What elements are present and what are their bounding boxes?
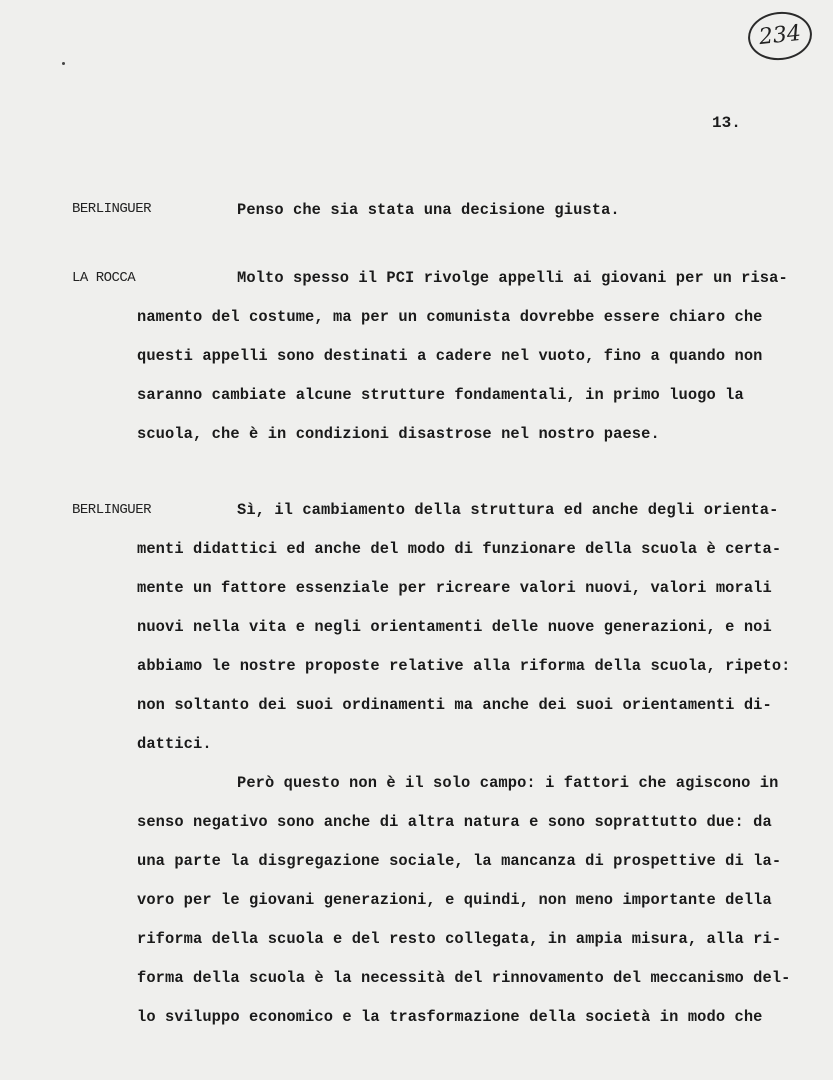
text-line: lo sviluppo economico e la trasformazione della società in modo che	[137, 1008, 763, 1026]
text-line: Sì, il cambiamento della struttura ed anche degli orienta-	[237, 501, 779, 519]
text-line: questi appelli sono destinati a cadere nel vuoto, fino a quando non	[137, 347, 763, 365]
text-line: nuovi nella vita e negli orientamenti delle nuove generazioni, e noi	[137, 618, 772, 636]
text-line: dattici.	[137, 735, 212, 753]
text-line: namento del costume, ma per un comunista dovrebbe essere chiaro che	[137, 308, 763, 326]
text-line: mente un fattore essenziale per ricreare valori nuovi, valori morali	[137, 579, 772, 597]
text-line: forma della scuola è la necessità del rinnovamento del meccanismo del-	[137, 969, 791, 987]
text-line: non soltanto dei suoi ordinamenti ma anche dei suoi orientamenti di-	[137, 696, 772, 714]
text-line: abbiamo le nostre proposte relative alla riforma della scuola, ripeto:	[137, 657, 791, 675]
archive-number-stamp: 234	[746, 9, 815, 63]
text-line: voro per le giovani generazioni, e quindi, non meno importante della	[137, 891, 772, 909]
speaker-label: BERLINGUER	[72, 201, 152, 217]
text-line: Però questo non è il solo campo: i fattori che agiscono in	[237, 774, 779, 792]
speaker-label: LA ROCCA	[72, 270, 136, 286]
text-line: una parte la disgregazione sociale, la mancanza di prospettive di la-	[137, 852, 782, 870]
text-line: Penso che sia stata una decisione giusta.	[237, 201, 620, 219]
paper-speck	[62, 62, 65, 65]
text-line: Molto spesso il PCI rivolge appelli ai giovani per un risa-	[237, 269, 788, 287]
text-line: riforma della scuola e del resto collegata, in ampia misura, alla ri-	[137, 930, 782, 948]
text-line: scuola, che è in condizioni disastrose nel nostro paese.	[137, 425, 660, 443]
text-line: saranno cambiate alcune strutture fondamentali, in primo luogo la	[137, 386, 744, 404]
speaker-label: BERLINGUER	[72, 502, 152, 518]
text-line: menti didattici ed anche del modo di funzionare della scuola è certa-	[137, 540, 782, 558]
text-line: senso negativo sono anche di altra natura e sono soprattutto due: da	[137, 813, 772, 831]
page-number: 13.	[712, 114, 741, 132]
